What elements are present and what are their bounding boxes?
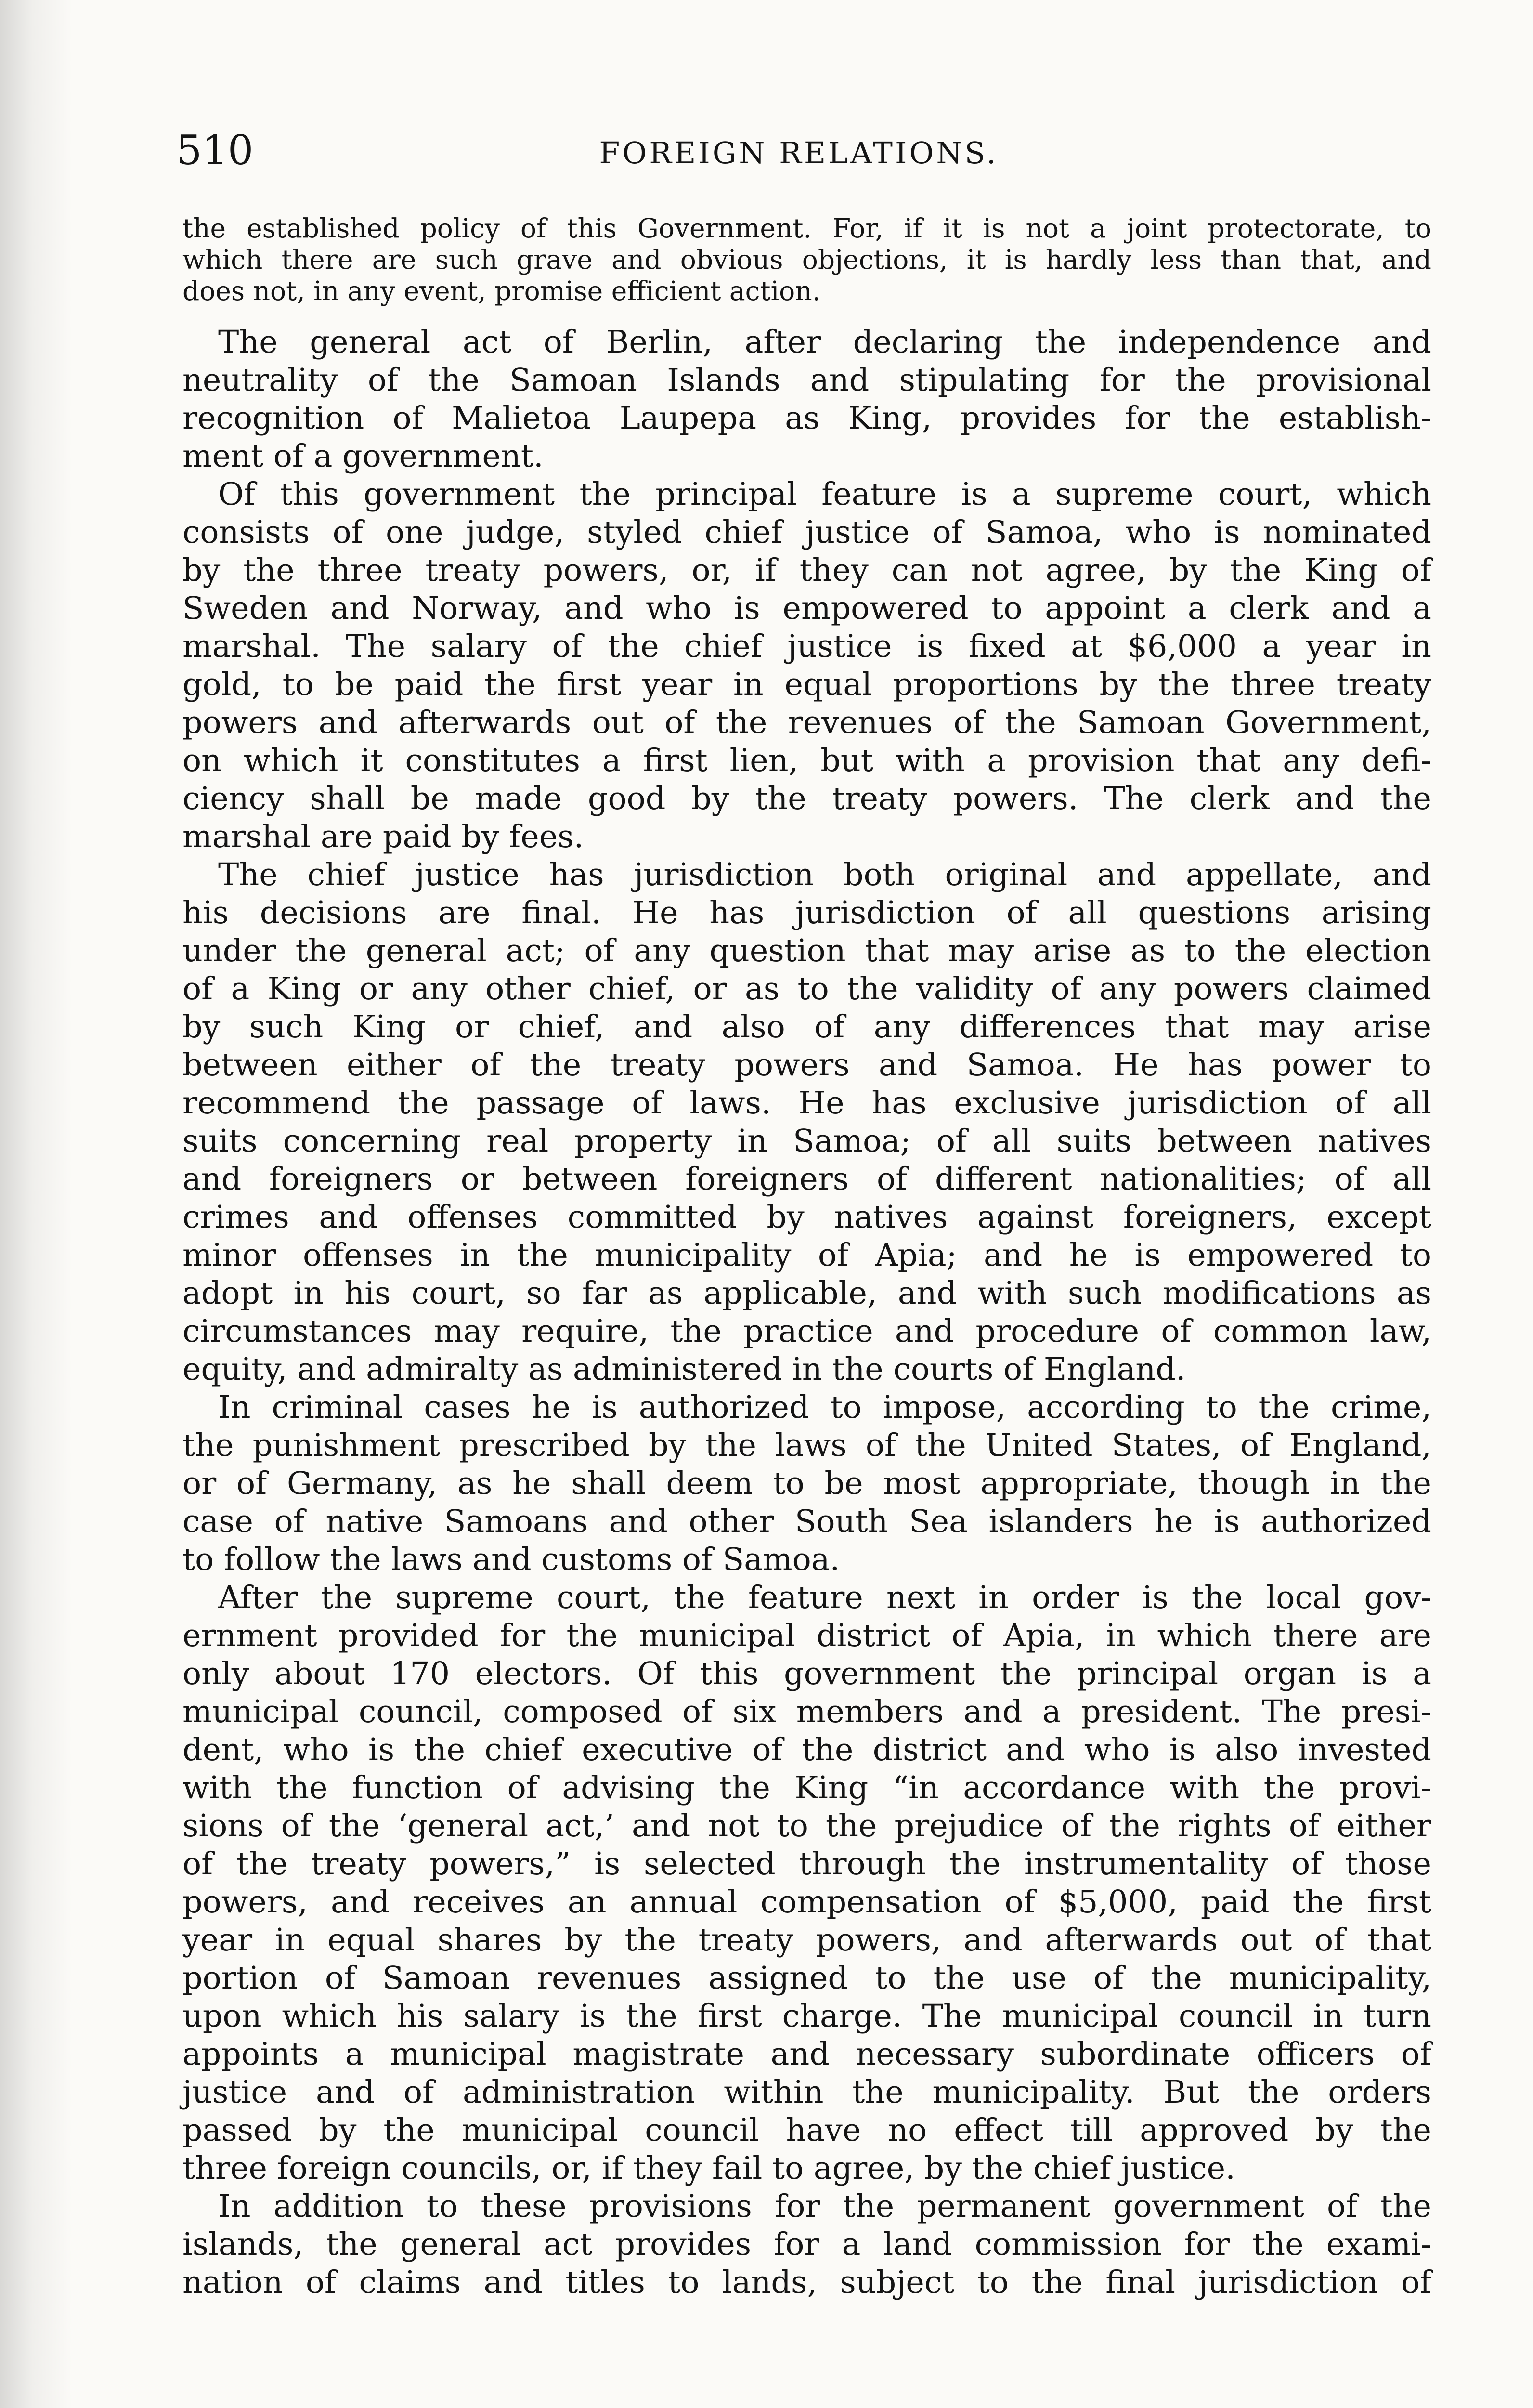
text-line: The chief justice has jurisdiction both original and appellate, and <box>218 857 1431 893</box>
text-line: dent, who is the chief executive of the district and who is also invested <box>182 1732 1431 1768</box>
text-line: The general act of Berlin, after declaring the independence and <box>218 324 1431 360</box>
text-line: consists of one judge, styled chief justice of Samoa, who is nominated <box>182 514 1431 550</box>
paragraph-criminal-cases <box>182 1388 1431 1579</box>
paragraph-berlin-act <box>182 323 1431 475</box>
text-line: three foreign councils, or, if they fail to agree, by the chief justice. <box>182 2150 1235 2186</box>
text-line: case of native Samoans and other South Sea islanders he is authorized <box>182 1504 1431 1540</box>
text-line: only about 170 electors. Of this government the principal organ is a <box>182 1656 1431 1692</box>
paragraph-municipal-government <box>182 1579 1431 2187</box>
text-line: the established policy of this Government. For, if it is not a joint protectorate, to <box>182 213 1431 244</box>
text-line: to follow the laws and customs of Samoa. <box>182 1542 840 1578</box>
text-line: under the general act; of any question that may arise as to the election <box>182 933 1431 969</box>
text-line: Sweden and Norway, and who is empowered to appoint a clerk and a <box>182 590 1431 627</box>
text-line: by such King or chief, and also of any differences that may arise <box>182 1009 1431 1045</box>
text-line: between either of the treaty powers and Samoa. He has power to <box>182 1047 1431 1083</box>
text-line: portion of Samoan revenues assigned to the use of the municipality, <box>182 1960 1431 1996</box>
text-line: does not, in any event, promise efficient action. <box>182 275 821 306</box>
text-line: In addition to these provisions for the permanent government of the <box>218 2188 1431 2225</box>
text-line: ciency shall be made good by the treaty powers. The clerk and the <box>182 781 1431 817</box>
text-line: After the supreme court, the feature next in order is the local gov- <box>218 1580 1431 1616</box>
text-line: and foreigners or between foreigners of different nationalities; of all <box>182 1161 1431 1197</box>
text-line: with the function of advising the King “in accordance with the provi- <box>182 1770 1431 1806</box>
text-line: appoints a municipal magistrate and necessary subordinate officers of <box>182 2036 1431 2072</box>
text-line: crimes and offenses committed by natives against foreigners, except <box>182 1199 1431 1235</box>
body-text <box>182 323 1431 2302</box>
text-line: of a King or any other chief, or as to the validity of any powers claimed <box>182 971 1431 1007</box>
text-line: gold, to be paid the first year in equal proportions by the three treaty <box>182 667 1431 703</box>
paragraph-supreme-court <box>182 475 1431 856</box>
text-line: circumstances may require, the practice and procedure of common law, <box>182 1313 1431 1349</box>
text-line: by the three treaty powers, or, if they can not agree, by the King of <box>182 552 1431 589</box>
text-line: powers and afterwards out of the revenues of the Samoan Government, <box>182 705 1431 741</box>
scan-edge-shadow <box>0 0 72 2408</box>
text-line: upon which his salary is the first charge. The municipal council in turn <box>182 1998 1431 2034</box>
text-line: year in equal shares by the treaty powers, and afterwards out of that <box>182 1922 1431 1958</box>
text-line: marshal. The salary of the chief justice is fixed at $6,000 a year in <box>182 628 1431 665</box>
text-line: powers, and receives an annual compensation of $5,000, paid the first <box>182 1884 1431 1920</box>
text-line: adopt in his court, so far as applicable, and with such modifications as <box>182 1275 1431 1311</box>
paragraph-jurisdiction <box>182 856 1431 1388</box>
text-line: of the treaty powers,” is selected through the instrumentality of those <box>182 1846 1431 1882</box>
text-line: ernment provided for the municipal district of Apia, in which there are <box>182 1618 1431 1654</box>
text-line: recognition of Malietoa Laupepa as King, provides for the establish- <box>182 400 1431 436</box>
text-line: justice and of administration within the municipality. But the orders <box>182 2074 1431 2110</box>
text-line: In criminal cases he is authorized to impose, according to the crime, <box>218 1389 1431 1426</box>
text-line: which there are such grave and obvious objections, it is hardly less than that, and <box>182 244 1431 275</box>
text-line: suits concerning real property in Samoa; of all suits between natives <box>182 1123 1431 1159</box>
text-line: municipal council, composed of six members and a president. The presi- <box>182 1694 1431 1730</box>
text-line: nation of claims and titles to lands, subject to the final jurisdiction of <box>182 2264 1431 2301</box>
text-line: islands, the general act provides for a land commission for the exami- <box>182 2226 1431 2263</box>
continuation-extract <box>182 213 1431 307</box>
text-line: neutrality of the Samoan Islands and stipulating for the provisional <box>182 362 1431 398</box>
text-line: or of Germany, as he shall deem to be most appropriate, though in the <box>182 1466 1431 1502</box>
text-line: his decisions are final. He has jurisdiction of all questions arising <box>182 895 1431 931</box>
text-line: marshal are paid by fees. <box>182 819 584 855</box>
text-line: equity, and admiralty as administered in the courts of England. <box>182 1351 1186 1387</box>
text-line: the punishment prescribed by the laws of the United States, of England, <box>182 1427 1431 1464</box>
text-line: recommend the passage of laws. He has exclusive jurisdiction of all <box>182 1085 1431 1121</box>
text-line: sions of the ‘general act,’ and not to the prejudice of the rights of either <box>182 1808 1431 1844</box>
paragraph-land-commission <box>182 2187 1431 2302</box>
text-line: on which it constitutes a first lien, but with a provision that any defi- <box>182 743 1431 779</box>
text-line: ment of a government. <box>182 438 544 474</box>
text-line: Of this government the principal feature is a supreme court, which <box>218 476 1431 512</box>
text-line: passed by the municipal council have no effect till approved by the <box>182 2112 1431 2148</box>
page-number: 510 <box>176 127 254 174</box>
text-line: minor offenses in the municipality of Apia; and he is empowered to <box>182 1237 1431 1273</box>
running-head: FOREIGN RELATIONS. <box>599 135 999 170</box>
